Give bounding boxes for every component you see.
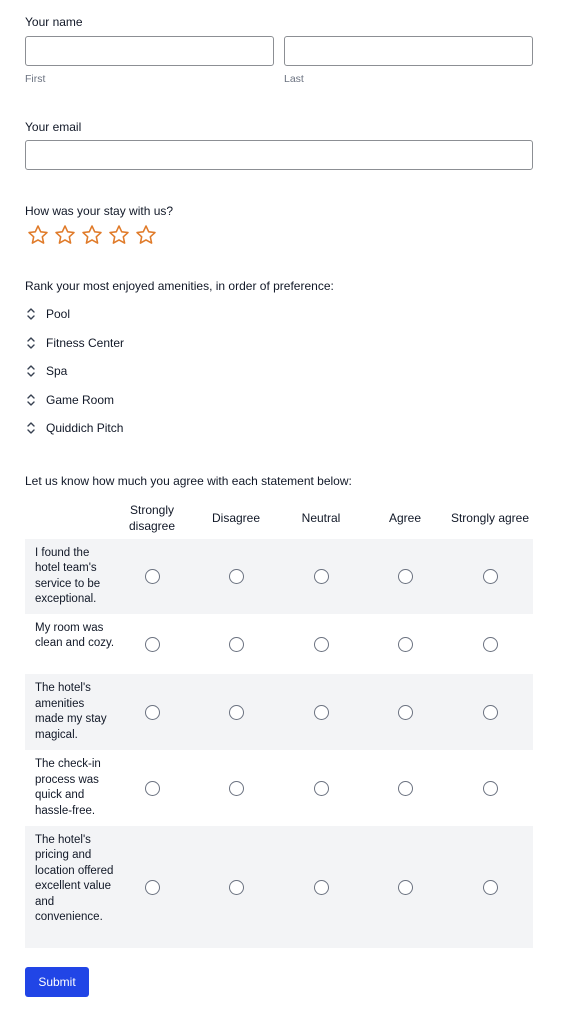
name-label: Your name [25,15,83,29]
first-name-sublabel: First [25,73,46,85]
matrix-row [25,826,533,948]
rank-item[interactable] [25,418,123,438]
matrix-radio[interactable] [145,569,160,584]
email-input[interactable] [25,140,533,170]
matrix-radio[interactable] [229,880,244,895]
rank-item[interactable] [25,390,114,410]
matrix-row-label: My room was clean and cozy. [35,621,115,650]
matrix-radio[interactable] [398,569,413,584]
ranking-label: Rank your most enjoyed amenities, in order of preference: [25,279,334,293]
matrix-column-header: Neutral [301,511,341,525]
matrix-radio[interactable] [483,781,498,796]
rank-item-label: Pool [46,307,71,321]
matrix-row-label: The hotel's amenities made my stay magical. [35,682,107,741]
sort-handle-icon[interactable] [25,421,37,435]
matrix-radio[interactable] [314,705,329,720]
star-icon[interactable] [81,224,103,246]
rank-item[interactable] [25,304,70,324]
star-icon[interactable] [27,224,49,246]
star-rating [27,224,157,246]
rank-item[interactable] [25,361,67,381]
matrix-radio[interactable] [145,705,160,720]
matrix-radio[interactable] [398,705,413,720]
matrix-radio[interactable] [483,880,498,895]
star-icon[interactable] [135,224,157,246]
matrix-radio[interactable] [145,880,160,895]
rank-item-label: Spa [46,364,68,378]
matrix-radio[interactable] [229,637,244,652]
matrix-radio[interactable] [483,637,498,652]
matrix-column-header: Strongly disagree [128,503,176,533]
last-name-input[interactable] [284,36,533,66]
matrix-radio[interactable] [483,569,498,584]
rating-label: How was your stay with us? [25,204,174,218]
matrix-radio[interactable] [483,705,498,720]
matrix-row [25,674,533,750]
matrix-radio[interactable] [145,781,160,796]
star-icon[interactable] [108,224,130,246]
sort-handle-icon[interactable] [25,336,37,350]
matrix-label: Let us know how much you agree with each statement below: [25,474,352,488]
star-icon[interactable] [54,224,76,246]
sort-handle-icon[interactable] [25,393,37,407]
matrix-row [25,614,533,674]
matrix-row [25,750,533,826]
rank-item[interactable] [25,333,124,353]
matrix-radio[interactable] [145,637,160,652]
matrix-radio[interactable] [229,705,244,720]
matrix-radio[interactable] [398,781,413,796]
matrix-radio[interactable] [314,880,329,895]
email-label: Your email [25,120,82,134]
rank-item-label: Quiddich Pitch [46,421,124,435]
first-name-input[interactable] [25,36,274,66]
matrix-radio[interactable] [229,569,244,584]
matrix-radio[interactable] [398,880,413,895]
matrix-radio[interactable] [398,637,413,652]
matrix-column-header: Disagree [211,511,261,525]
matrix-row-label: I found the hotel team's service to be exceptional. [35,546,101,605]
matrix-row [25,539,533,614]
matrix-radio[interactable] [314,569,329,584]
sort-handle-icon[interactable] [25,307,37,321]
matrix-row-label: The check-in process was quick and hassle-free. [35,758,101,817]
last-name-sublabel: Last [284,73,304,85]
submit-button[interactable]: Submit [25,967,89,997]
matrix-column-header: Strongly agree [450,511,530,525]
matrix-radio[interactable] [314,637,329,652]
matrix-column-header: Agree [388,511,422,525]
matrix-radio[interactable] [229,781,244,796]
sort-handle-icon[interactable] [25,364,37,378]
rank-item-label: Game Room [46,392,115,407]
rank-item-label: Fitness Center [46,335,125,350]
matrix-radio[interactable] [314,781,329,796]
matrix-row-label: The hotel's pricing and location offered excellent value and convenience. [35,833,114,924]
